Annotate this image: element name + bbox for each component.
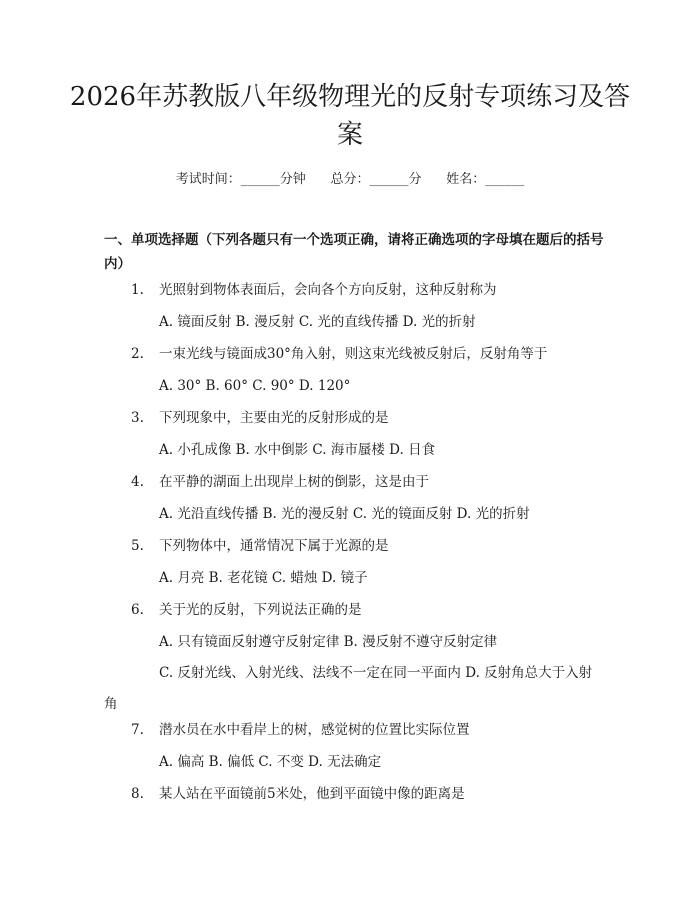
question-number: 4. [131,474,144,490]
question-text: 潜水员在水中看岸上的树，感觉树的位置比实际位置 [159,722,470,738]
question-text: 下列现象中，主要由光的反射形成的是 [159,410,389,426]
question-6-options: A. 只有镜面反射遵守反射定律 B. 漫反射不遵守反射定律 [159,634,498,650]
question-text: 在平静的湖面上出现岸上树的倒影，这是由于 [159,474,429,490]
question-4-options: A. 光沿直线传播 B. 光的漫反射 C. 光的镜面反射 D. 光的折射 [159,506,530,522]
question-text: 光照射到物体表面后，会向各个方向反射，这种反射称为 [159,282,497,298]
question-text: 某人站在平面镜前5米处，他到平面镜中像的距离是 [159,786,465,802]
question-5-options: A. 月亮 B. 老花镜 C. 蜡烛 D. 镜子 [159,570,368,586]
question-7-options: A. 偏高 B. 偏低 C. 不变 D. 无法确定 [159,754,382,770]
question-number: 6. [131,602,144,618]
question-number: 3. [131,410,144,426]
page-title: 2026年苏教版八年级物理光的反射专项练习及答案 [69,82,631,150]
question-6-options-continued: C. 反射光线、入射光线、法线不一定在同一平面内 D. 反射角总大于入射角 [104,665,593,712]
question-2-options: A. 30° B. 60° C. 90° D. 120° [159,378,351,394]
question-number: 7. [131,722,144,738]
question-text: 一束光线与镜面成30°角入射，则这束光线被反射后，反射角等于 [159,346,548,362]
question-number: 2. [131,346,144,362]
question-text: 关于光的反射，下列说法正确的是 [159,602,362,618]
question-number: 1. [131,282,144,298]
question-number: 8. [131,786,144,802]
question-1-options: A. 镜面反射 B. 漫反射 C. 光的直线传播 D. 光的折射 [159,314,476,330]
question-number: 5. [131,538,144,554]
question-3-options: A. 小孔成像 B. 水中倒影 C. 海市蜃楼 D. 日食 [159,442,436,458]
question-text: 下列物体中，通常情况下属于光源的是 [159,538,389,554]
section-heading: 一、单项选择题（下列各题只有一个选项正确，请将正确选项的字母填在题后的括号内） [104,232,604,272]
exam-info-line: 考试时间：______分钟 总分：______分 姓名：______ [175,172,525,187]
